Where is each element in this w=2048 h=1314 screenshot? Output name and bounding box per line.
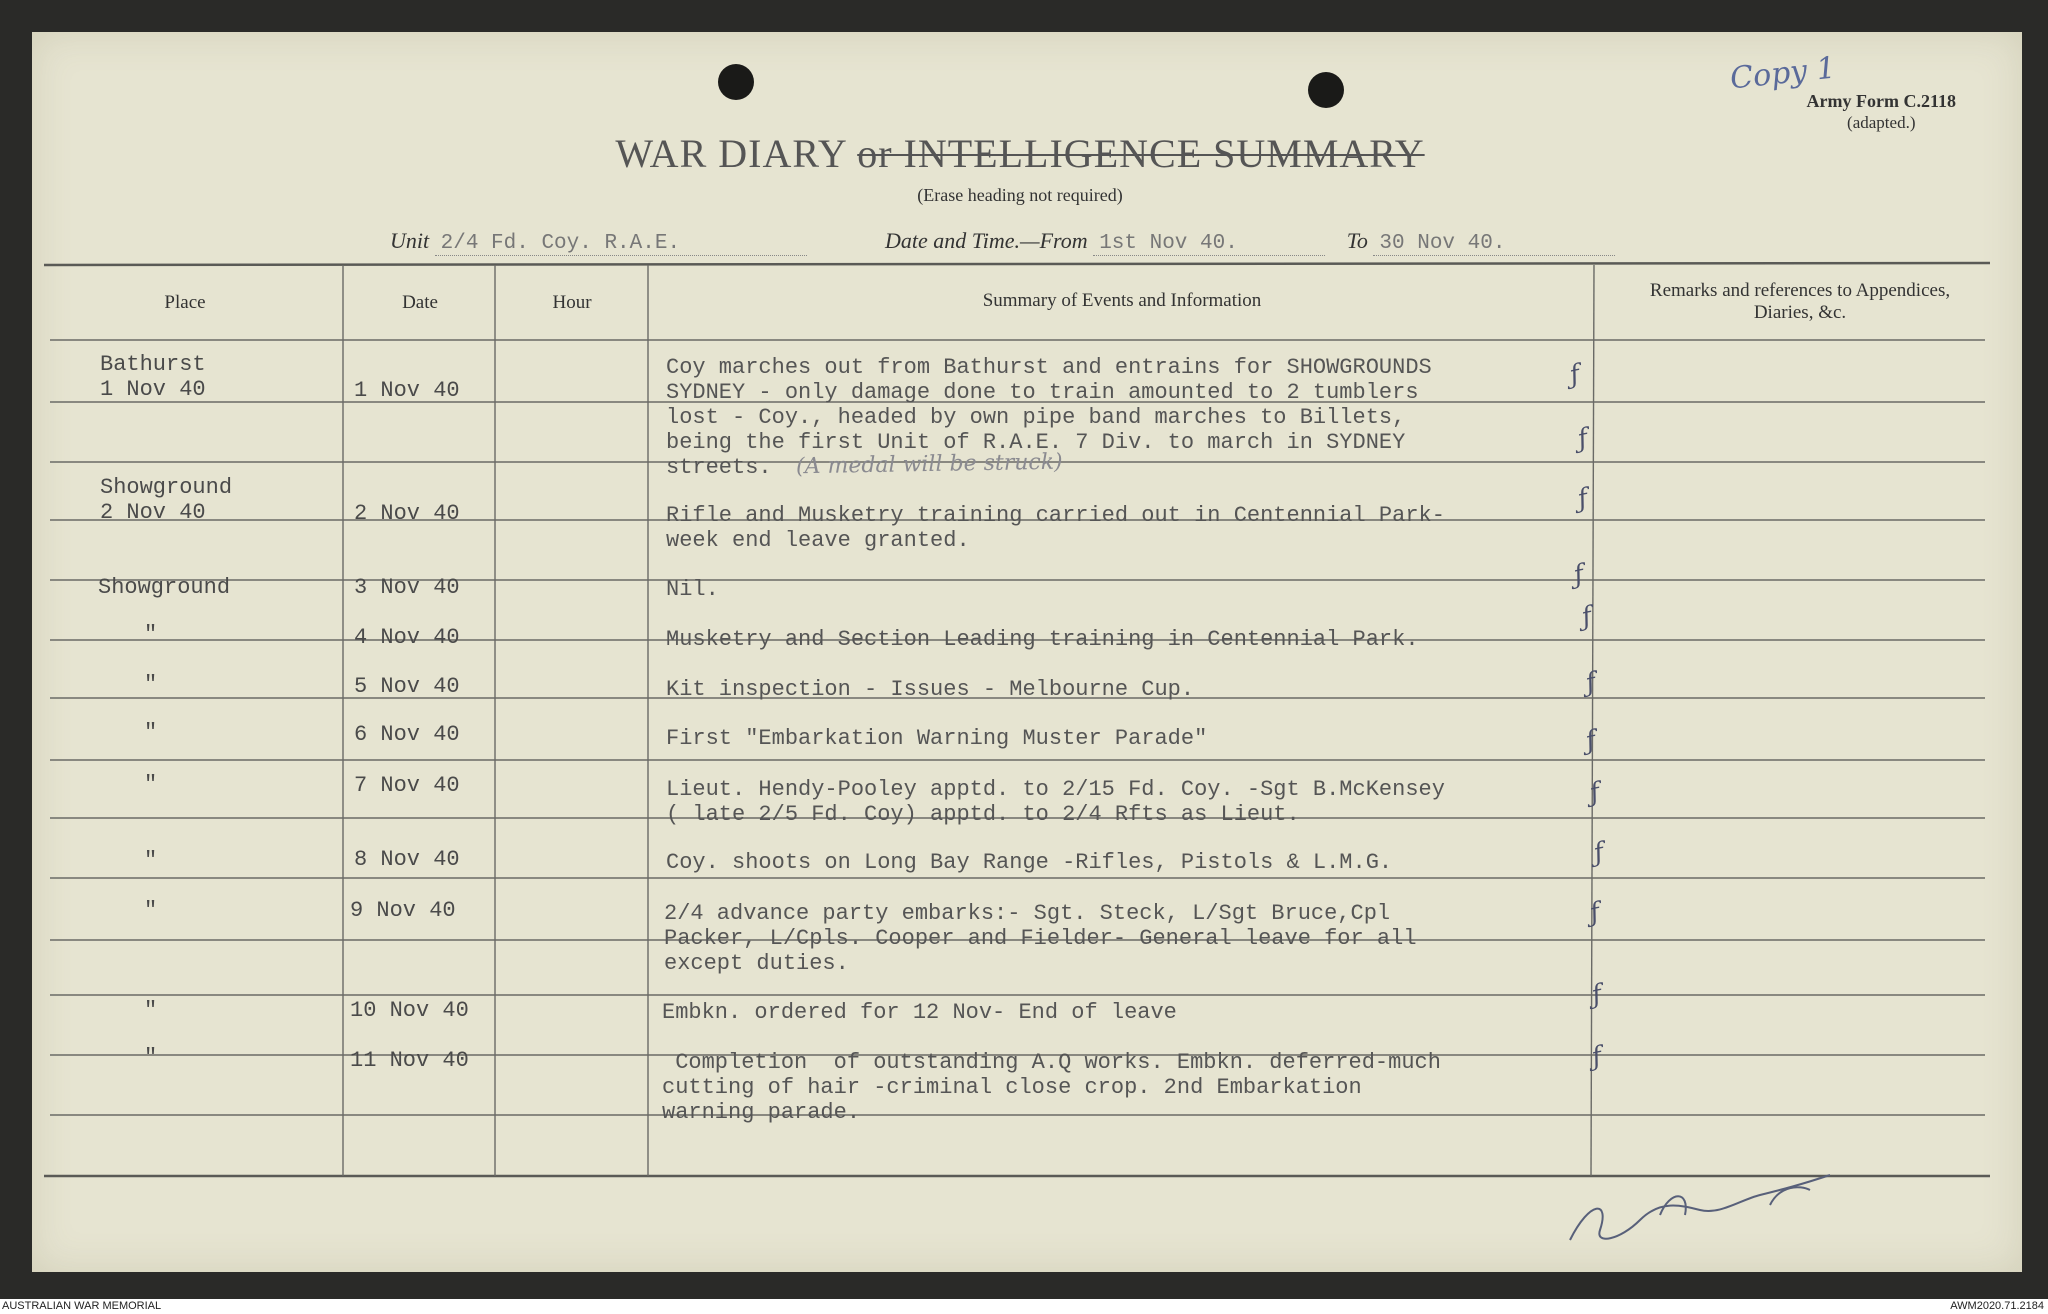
initials-mark: ƒ	[1586, 777, 1603, 809]
entry-place: "	[144, 622, 158, 647]
handwritten-note: (A medal will be struck)	[795, 449, 1063, 480]
entry-summary: Embkn. ordered for 12 Nov- End of leave	[662, 1000, 1177, 1025]
entry-place: "	[144, 998, 158, 1023]
entry-date: 2 Nov 40	[354, 501, 460, 526]
initials-mark: ƒ	[1586, 897, 1603, 929]
initials-mark: ƒ	[1570, 559, 1587, 591]
initials-mark: ƒ	[1578, 601, 1595, 633]
entry-date: 5 Nov 40	[354, 674, 460, 699]
entry-date: 9 Nov 40	[350, 898, 456, 923]
initials-mark: ƒ	[1582, 725, 1599, 757]
entry-summary: First "Embarkation Warning Muster Parade"	[666, 726, 1208, 751]
entry-summary: Coy marches out from Bathurst and entrains for SHOWGROUNDS SYDNEY - only damage done to train amounted to 2 tumblers lost - Coy., headed by own pipe band marches to Billets, being the first Unit of R.A.E. 7 Div. to march in SYDNEY streets.	[666, 355, 1432, 480]
entry-place: "	[144, 720, 158, 745]
entry-place: "	[144, 1045, 158, 1070]
footer-reference: AWM2020.71.2184	[1950, 1300, 2044, 1312]
entry-summary: Completion of outstanding A.Q works. Embkn. deferred-much cutting of hair -criminal close crop. 2nd Embarkation warning parade.	[662, 1050, 1441, 1125]
footer-source: AUSTRALIAN WAR MEMORIAL	[2, 1300, 162, 1312]
entry-summary: Kit inspection - Issues - Melbourne Cup.	[666, 677, 1195, 702]
initials-mark: ƒ	[1582, 667, 1599, 699]
column-header-remarks: Remarks and references to Appendices, Diaries, &c.	[1649, 280, 1951, 323]
entry-place: "	[144, 848, 158, 873]
to-label: To	[1346, 228, 1368, 253]
entry-date: 3 Nov 40	[354, 575, 460, 600]
title-struck: or INTELLIGENCE SUMMARY	[857, 131, 1425, 176]
initials-mark: ƒ	[1590, 837, 1607, 869]
officer-signature	[1560, 1160, 1840, 1260]
date-to: 30 Nov 40.	[1373, 232, 1615, 256]
entry-date: 8 Nov 40	[354, 847, 460, 872]
entry-place: Bathurst 1 Nov 40	[100, 352, 206, 402]
entry-place: Showground 2 Nov 40	[100, 475, 233, 525]
title-note: (Erase heading not required)	[917, 185, 1123, 205]
entry-place: "	[144, 898, 158, 923]
entry-summary: Lieut. Hendy-Pooley apptd. to 2/15 Fd. Coy. -Sgt B.McKensey ( late 2/5 Fd. Coy) apptd. to 2/4 Rfts as Lieut.	[666, 777, 1445, 827]
initials-mark: ƒ	[1588, 979, 1605, 1011]
date-label: Date and Time.—From	[885, 228, 1088, 253]
column-header-hour: Hour	[552, 292, 592, 313]
date-from: 1st Nov 40.	[1093, 232, 1325, 256]
column-header-place: Place	[164, 292, 206, 313]
unit-value: 2/4 Fd. Coy. R.A.E.	[435, 232, 807, 256]
entry-date: 11 Nov 40	[350, 1048, 469, 1073]
initials-mark: ƒ	[1574, 423, 1591, 455]
initials-mark: ƒ	[1574, 483, 1591, 515]
entry-summary: Musketry and Section Leading training in Centennial Park.	[666, 627, 1419, 652]
title-main: WAR DIARY	[615, 131, 847, 176]
unit-label: Unit	[390, 228, 430, 253]
copy-note: Copy 1	[1728, 50, 1838, 97]
form-adapted-text: (adapted.)	[1847, 113, 1916, 132]
entry-date: 1 Nov 40	[354, 378, 460, 403]
entry-place: Showground	[98, 575, 231, 600]
entry-summary: 2/4 advance party embarks:- Sgt. Steck, L/Sgt Bruce,Cpl Packer, L/Cpls. Cooper and Fielder- General leave for all except duties.	[664, 901, 1417, 976]
entry-summary: Coy. shoots on Long Bay Range -Rifles, Pistols & L.M.G.	[666, 850, 1393, 875]
entry-place: "	[144, 772, 158, 797]
entry-date: 4 Nov 40	[354, 625, 460, 650]
entry-date: 10 Nov 40	[350, 998, 469, 1023]
entry-date: 6 Nov 40	[354, 722, 460, 747]
entry-summary: Nil.	[666, 577, 719, 602]
initials-mark: ƒ	[1588, 1041, 1605, 1073]
column-header-summary: Summary of Events and Information	[982, 290, 1262, 311]
entry-date: 7 Nov 40	[354, 773, 460, 798]
form-number-text: Army Form C.2118	[1806, 91, 1956, 111]
column-header-date: Date	[402, 292, 438, 313]
entry-place: "	[144, 672, 158, 697]
entry-summary: Rifle and Musketry training carried out in Centennial Park- week end leave granted.	[666, 503, 1445, 553]
archive-footer	[0, 1299, 2048, 1314]
initials-mark: ƒ	[1566, 359, 1583, 391]
